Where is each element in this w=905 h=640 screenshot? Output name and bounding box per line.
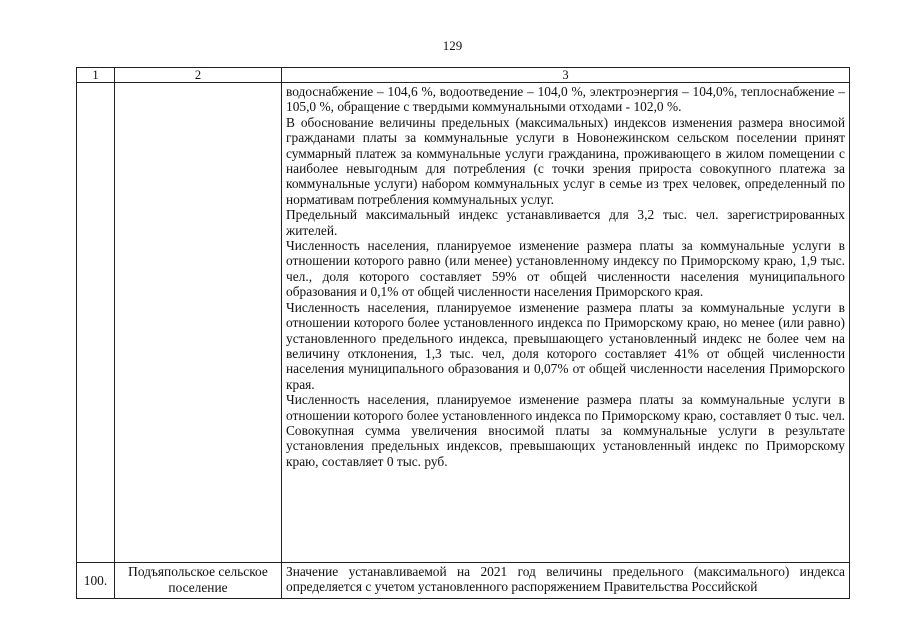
paragraph: В обоснование величины предельных (максимальных) индексов изменения размера вносимой гражданами платы за коммунальные услуги в Новонежинском сельском поселении принят суммарный платеж за коммунальные услуги гражданина, проживающего в жилом помещении с наиболее невыгодным для потребления (с точки зрения прироста совокупного платежа за коммунальные услуги) набором коммунальных услуг в семье из трех человек, определенный по нормативам потребления коммунальных услуг.	[286, 114, 845, 207]
document-table	[76, 67, 850, 599]
page-number: 129	[442, 38, 463, 53]
paragraph: Численность населения, планируемое изменение размера платы за коммунальные услуги в отношении которого более установленного индекса по Приморскому краю, но менее (или равно) установленного предельного индекса, превышающего установленный индекс не более чем на величину отклонения, 1,3 тыс. чел, доля которого составляет 41% от общей численности населения муниципального образования и 0,07% от общей численности населения Приморского края.	[286, 299, 845, 392]
description-cell	[282, 563, 850, 599]
paragraph: Численность населения, планируемое изменение размера платы за коммунальные услуги в отношении которого более установленного индекса по Приморскому краю, составляет 0 тыс. чел. Совокупная сумма увеличения вносимой платы за коммунальные услуги в результате установления предельных индексов, превышающих установленный индекс по Приморскому краю, составляет 0 тыс. руб.	[286, 392, 845, 469]
header-col-3: 3	[282, 68, 850, 83]
paragraph: Значение устанавливаемой на 2021 год величины предельного (максимального) индекса определяется с учетом установленного распоряжением Правительства Российской	[286, 564, 845, 595]
description-cell	[282, 83, 850, 563]
settlement-name	[115, 83, 282, 563]
header-col-2: 2	[115, 68, 282, 83]
header-col-1: 1	[77, 68, 115, 83]
row-number: 100.	[77, 563, 115, 599]
settlement-name: Подъяпольское сельское поселение	[115, 563, 282, 599]
row-number	[77, 83, 115, 563]
paragraph: Численность населения, планируемое изменение размера платы за коммунальные услуги в отношении которого равно (или менее) установленному индексу по Приморскому краю, 1,9 тыс. чел., доля которого составляет 59% от общей численности населения муниципального образования и 0,1% от общей численности населения Приморского края.	[286, 238, 845, 300]
table-header-row	[77, 68, 850, 83]
paragraph: водоснабжение – 104,6 %, водоотведение – 104,0 %, электроэнергия – 104,0%, теплоснабжение – 105,0 %, обращение с твердыми коммунальными отходами - 102,0 %.	[286, 84, 845, 115]
paragraph: Предельный максимальный индекс устанавливается для 3,2 тыс. чел. зарегистрированных жителей.	[286, 207, 845, 238]
table-row	[77, 563, 850, 599]
table-row	[77, 83, 850, 563]
